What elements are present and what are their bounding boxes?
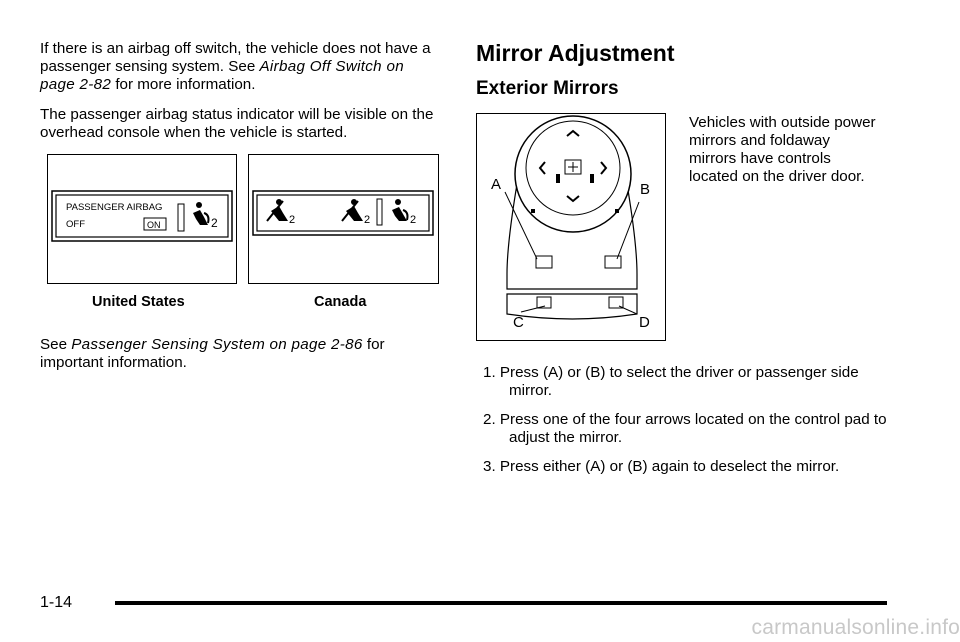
- text: for important information.: [40, 336, 385, 371]
- text: If there is an airbag off switch, the vehicle does not have a passenger sensing system. See: [40, 40, 431, 75]
- link-passenger-sensing-system[interactable]: Passenger Sensing System on page 2-86: [71, 336, 363, 353]
- airbag-off-icon: [342, 199, 363, 221]
- step-number: 3.: [483, 458, 496, 475]
- step-number: 1.: [483, 364, 496, 381]
- instruction-list: [476, 364, 896, 487]
- canada-indicator-illustration: [249, 155, 437, 282]
- figure-mirror-controls: [476, 113, 666, 341]
- watermark: carmanualsonline.info: [751, 616, 960, 639]
- airbag-person-icon: [193, 202, 209, 225]
- mirror-control-illustration: [477, 114, 664, 339]
- paragraph-see-sensing: [40, 336, 440, 372]
- us-label-num: 2: [211, 216, 218, 230]
- footer-divider: [115, 601, 887, 605]
- step-text: Press either (A) or (B) again to deselect the mirror.: [499, 458, 840, 475]
- ca-num-2: 2: [364, 214, 371, 226]
- left-column: [40, 40, 440, 371]
- step-number: 2.: [483, 411, 496, 428]
- label-d: D: [639, 314, 650, 331]
- figure-us-indicator: [47, 154, 237, 284]
- step-text: Press (A) or (B) to select the driver or passenger side mirror.: [499, 364, 859, 399]
- airbag-off-icon: [267, 199, 288, 221]
- section-title: Mirror Adjustment: [476, 40, 675, 66]
- airbag-on-icon: [392, 199, 408, 221]
- list-item: [476, 364, 896, 400]
- step-text: Press one of the four arrows located on the control pad to adjust the mirror.: [499, 411, 887, 446]
- subsection-title: Exterior Mirrors: [476, 78, 619, 99]
- page-number: 1-14: [40, 594, 73, 611]
- label-c: C: [513, 314, 524, 331]
- caption-canada: Canada: [314, 294, 367, 310]
- text: See: [40, 336, 72, 353]
- label-a: A: [491, 176, 502, 193]
- paragraph-airbag-switch: [40, 40, 440, 94]
- text: for more information.: [111, 76, 256, 93]
- paragraph-status-indicator: The passenger airbag status indicator will be visible on the overhead console when the vehicle is started.: [40, 106, 434, 141]
- ca-num-3: 2: [410, 214, 417, 226]
- us-label-on: ON: [147, 220, 161, 230]
- us-indicator-illustration: [48, 155, 235, 282]
- list-item: [476, 411, 896, 447]
- label-b: B: [640, 181, 651, 198]
- link-airbag-off-switch[interactable]: Airbag Off Switch on page 2-82: [40, 58, 404, 93]
- list-item: [476, 458, 896, 476]
- us-label-line1: PASSENGER AIRBAG: [66, 202, 163, 213]
- figure-canada-indicator: [248, 154, 439, 284]
- mirror-description: Vehicles with outside power mirrors and foldaway mirrors have controls located on the driver door.: [689, 114, 876, 185]
- us-label-off: OFF: [66, 219, 85, 230]
- caption-united-states: United States: [92, 294, 185, 310]
- ca-num-1: 2: [289, 214, 296, 226]
